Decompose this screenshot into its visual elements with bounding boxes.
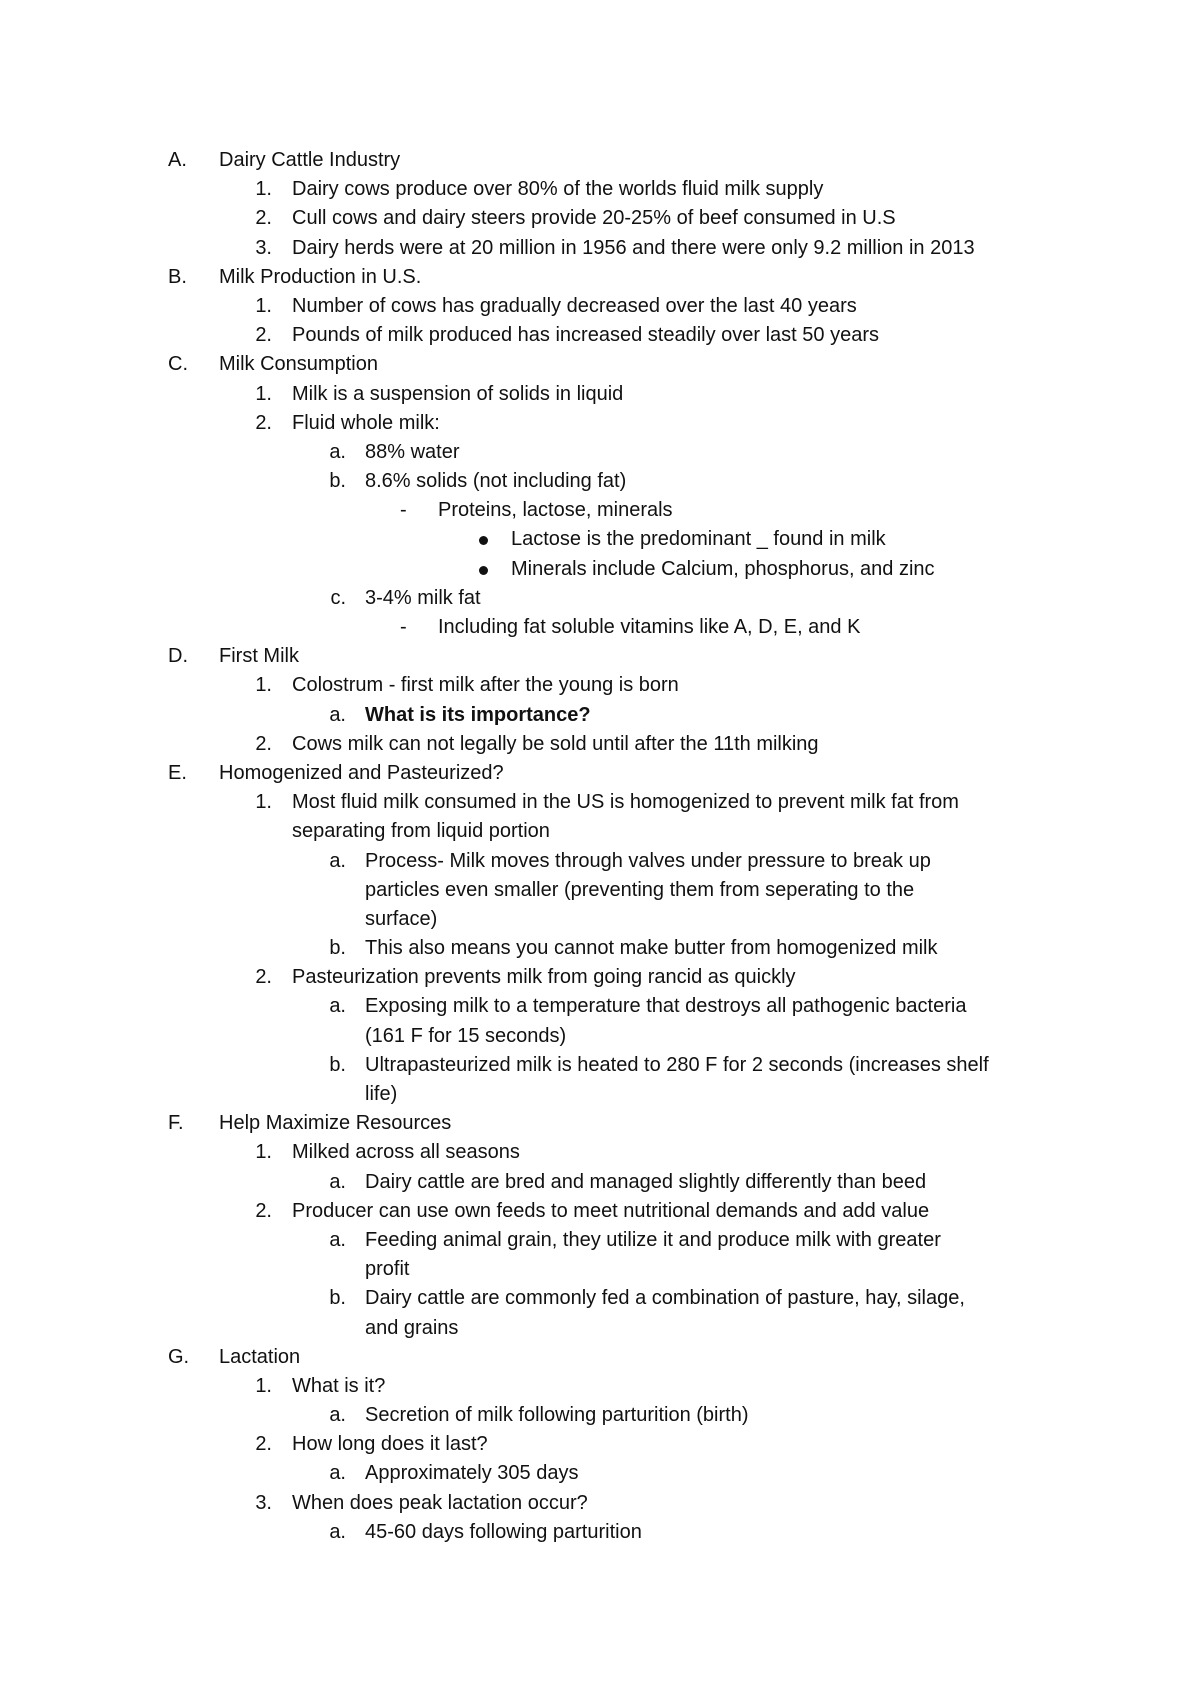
outline-item: [0, 671, 1200, 700]
outline-item: [0, 263, 1200, 292]
outline-item-text: Milk Production in U.S.: [219, 265, 422, 288]
outline-item-text: Minerals include Calcium, phosphorus, and zinc: [511, 557, 935, 580]
outline-item: [0, 1138, 1200, 1167]
list-marker: b.: [329, 1287, 346, 1310]
list-marker: 2.: [255, 1199, 272, 1222]
outline-item: [0, 146, 1200, 175]
outline-item: [0, 992, 1200, 1021]
outline-item-text: Dairy Cattle Industry: [219, 149, 401, 171]
list-marker: 3.: [255, 1491, 272, 1514]
outline-item: [0, 1343, 1200, 1372]
outline-item-text: Number of cows has gradually decreased over the last 40 years: [292, 294, 857, 317]
outline-item-text: Process- Milk moves through valves under pressure to break up: [365, 849, 931, 872]
list-marker: 1.: [255, 791, 272, 814]
outline-item-text: How long does it last?: [292, 1433, 488, 1456]
list-marker: G.: [168, 1345, 190, 1368]
list-marker: -: [400, 499, 407, 522]
outline-item-text: profit: [365, 1258, 410, 1281]
outline-item: [0, 1372, 1200, 1401]
outline-item-text: Cull cows and dairy steers provide 20-25% of beef consumed in U.S: [292, 207, 896, 230]
outline-item: [0, 759, 1200, 788]
list-marker: 1.: [255, 382, 272, 405]
outline-item-text: Dairy cows produce over 80% of the worlds fluid milk supply: [292, 178, 824, 201]
outline-item: [0, 847, 1200, 876]
outline-item-text: (161 F for 15 seconds): [365, 1024, 567, 1047]
list-marker: C.: [168, 353, 188, 376]
outline-item: [0, 1284, 1200, 1313]
list-marker: 1.: [255, 178, 272, 201]
outline-item: [0, 1401, 1200, 1430]
outline-item: [0, 730, 1200, 759]
list-marker: A.: [168, 149, 187, 171]
outline-item-text: Including fat soluble vitamins like A, D, E, and K: [438, 616, 861, 638]
outline-item-text: Ultrapasteurized milk is heated to 280 F for 2 seconds (increases shelf: [365, 1053, 989, 1076]
outline-item: [0, 1197, 1200, 1226]
outline-item: [0, 321, 1200, 350]
list-marker: 1.: [255, 674, 272, 697]
list-marker: b.: [329, 937, 346, 960]
outline-item-text: separating from liquid portion: [292, 820, 550, 843]
outline-item-text: Milk Consumption: [219, 353, 378, 376]
outline-item-text: Producer can use own feeds to meet nutritional demands and add value: [292, 1199, 930, 1222]
outline-item: [0, 934, 1200, 963]
outline-item: [0, 380, 1200, 409]
outline-item-text: Help Maximize Resources: [219, 1112, 452, 1135]
outline-item-text: Milk is a suspension of solids in liquid: [292, 382, 624, 405]
outline-item-text: Exposing milk to a temperature that destroys all pathogenic bacteria: [365, 995, 967, 1018]
outline-item: [0, 876, 1200, 905]
outline-item-text: Dairy cattle are commonly fed a combination of pasture, hay, silage,: [365, 1287, 965, 1310]
outline-item-text: When does peak lactation occur?: [292, 1491, 588, 1514]
outline-item: [0, 963, 1200, 992]
list-marker: F.: [168, 1112, 184, 1135]
list-marker: a.: [329, 1404, 346, 1427]
outline-item: [0, 555, 1200, 584]
outline-item: [0, 496, 1200, 525]
list-marker: 1.: [255, 1141, 272, 1164]
list-marker: D.: [168, 645, 188, 668]
outline-item-text: life): [365, 1083, 398, 1105]
list-marker: a.: [329, 1520, 346, 1543]
outline-item-text: Dairy herds were at 20 million in 1956 and there were only 9.2 million in 2013: [292, 236, 975, 259]
outline-item-text: 88% water: [365, 440, 460, 463]
outline-item: [0, 467, 1200, 496]
outline-item-text: Most fluid milk consumed in the US is homogenized to prevent milk fat from: [292, 791, 959, 814]
outline-item-text: surface): [365, 907, 438, 930]
list-marker: 2.: [255, 1433, 272, 1456]
list-marker: 2.: [255, 207, 272, 230]
outline-item: [0, 1051, 1200, 1080]
outline-item-text: Homogenized and Pasteurized?: [219, 761, 504, 784]
outline-item-text: 3-4% milk fat: [365, 586, 481, 609]
outline-item: [0, 234, 1200, 263]
outline-item-text: What is its importance?: [365, 703, 591, 726]
outline-item: [0, 1226, 1200, 1255]
outline-item: [0, 1080, 1200, 1109]
outline-item: [0, 1255, 1200, 1284]
outline-item-text: 45-60 days following parturition: [365, 1520, 642, 1543]
outline-item: [0, 817, 1200, 846]
list-marker: c.: [330, 586, 346, 609]
outline-item-text: Lactation: [219, 1345, 301, 1368]
outline-item-text: Proteins, lactose, minerals: [438, 499, 673, 522]
outline-item-text: Approximately 305 days: [365, 1462, 579, 1485]
outline-item: [0, 905, 1200, 934]
outline-item-text: Pasteurization prevents milk from going rancid as quickly: [292, 966, 796, 989]
outline-list: [0, 146, 1200, 1547]
list-marker: 1.: [255, 1374, 272, 1397]
list-marker: -: [400, 616, 407, 638]
outline-item: [0, 438, 1200, 467]
outline-item: [0, 1430, 1200, 1459]
outline-item-text: Cows milk can not legally be sold until after the 11th milking: [292, 732, 819, 755]
list-marker: a.: [329, 1462, 346, 1485]
outline-item: [0, 1314, 1200, 1343]
outline-item: [0, 788, 1200, 817]
outline-item: [0, 642, 1200, 671]
outline-item: [0, 701, 1200, 730]
outline-item: [0, 292, 1200, 321]
list-marker: 2.: [255, 324, 272, 347]
outline-item-text: Dairy cattle are bred and managed slightly differently than beed: [365, 1170, 927, 1193]
outline-item-text: and grains: [365, 1316, 459, 1339]
outline-item: [0, 350, 1200, 379]
list-marker: 2.: [255, 411, 272, 434]
outline-item-text: 8.6% solids (not including fat): [365, 470, 627, 493]
bullet-dot-icon: [479, 566, 488, 575]
list-marker: b.: [329, 470, 346, 493]
outline-item: [0, 1489, 1200, 1518]
outline-item: [0, 584, 1200, 613]
list-marker: a.: [329, 849, 346, 872]
outline-item-text: Milked across all seasons: [292, 1141, 520, 1164]
outline-item-text: Feeding animal grain, they utilize it and produce milk with greater: [365, 1228, 941, 1251]
list-marker: E.: [168, 761, 187, 784]
list-marker: a.: [329, 995, 346, 1018]
list-marker: 2.: [255, 732, 272, 755]
list-marker: 1.: [255, 294, 272, 317]
outline-item: [0, 409, 1200, 438]
outline-item-text: First Milk: [219, 645, 299, 668]
outline-item-text: Secretion of milk following parturition (birth): [365, 1404, 749, 1427]
outline-item-text: What is it?: [292, 1374, 386, 1397]
list-marker: a.: [329, 703, 346, 726]
outline-item-text: This also means you cannot make butter from homogenized milk: [365, 937, 938, 960]
outline-item-text: particles even smaller (preventing them from seperating to the: [365, 878, 915, 901]
list-marker: a.: [329, 1228, 346, 1251]
outline-item: [0, 175, 1200, 204]
outline-item-text: Lactose is the predominant _ found in milk: [511, 528, 886, 551]
outline-item-text: Fluid whole milk:: [292, 411, 440, 434]
list-marker: b.: [329, 1053, 346, 1076]
outline-item: [0, 613, 1200, 642]
outline-item-text: Pounds of milk produced has increased steadily over last 50 years: [292, 324, 879, 347]
outline-item: [0, 1022, 1200, 1051]
list-marker: B.: [168, 265, 187, 288]
outline-item: [0, 1109, 1200, 1138]
outline-item: [0, 1459, 1200, 1488]
outline-item: [0, 525, 1200, 554]
list-marker: a.: [329, 1170, 346, 1193]
outline-item: [0, 1168, 1200, 1197]
bullet-dot-icon: [479, 536, 488, 545]
outline-item-text: Colostrum - first milk after the young is born: [292, 674, 679, 697]
outline-item: [0, 1518, 1200, 1547]
outline-item: [0, 204, 1200, 233]
list-marker: a.: [329, 440, 346, 463]
list-marker: 3.: [255, 236, 272, 259]
list-marker: 2.: [255, 966, 272, 989]
